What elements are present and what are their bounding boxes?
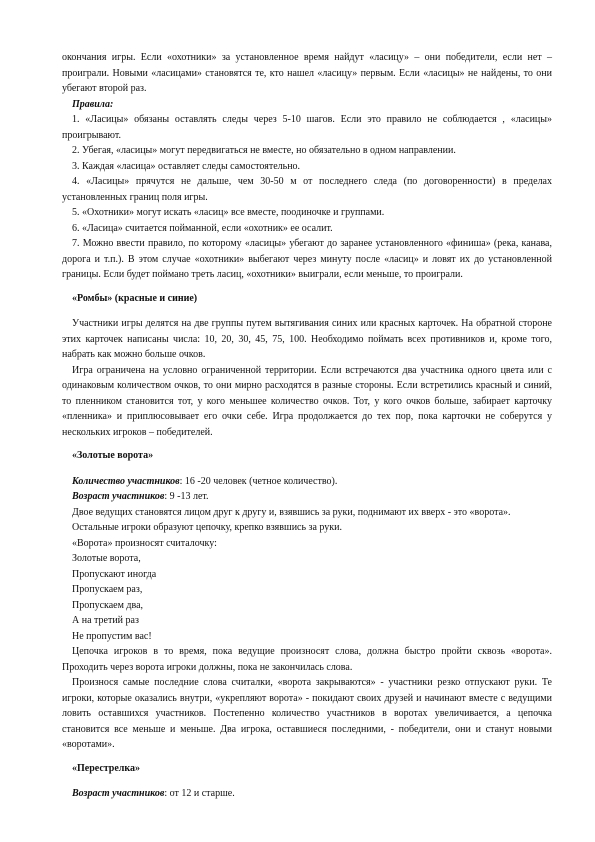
gates-paragraph-4: Цепочка игроков в то время, пока ведущие произносят слова, должна быстро пройти сквозь «ворота». Проходить через ворота игроки должны, пока не закончилась слова. [62,646,552,673]
rule-item: 1. «Ласицы» обязаны оставлять следы через 5-10 шагов. Если это правило не соблюдается , «ласицы» проигрывают. [62,114,552,141]
rule-item: 2. Убегая, «ласицы» могут передвигаться не вместе, но обязательно в одном направлении. [72,145,456,156]
heading-rombs: «Ромбы» (красные и синие) [72,292,198,304]
rules-title: Правила: [72,98,114,110]
shootout-participants-age [62,786,552,802]
gates-paragraph-1: Двое ведущих становятся лицом друг к другу и, взявшись за руки, поднимают их вверх - это «ворота». [72,506,511,518]
poem-line: Пропускаем раз, [72,584,143,595]
poem-line: Золотые ворота, [72,553,141,564]
shootout-age-label: Возраст участников [72,788,165,799]
poem-line: А на третий раз [72,615,139,626]
rombs-paragraph-2: Игра ограничена на условно ограниченной территории. Если встречаются два участника одного цвета или с одинаковым количеством очков, то они мирно расходятся в разные стороны. Если встретились красный и синий, то пленником становится тот, у кого меньшее количество очков. Тот, у кого очков больше, забирает карточку «пленника» и приплюсовывает его очки себе. Игра продолжается до тех пор, пока карточки не соберутся у нескольких игроков – победителей. [62,364,552,438]
rule-item: 5. «Охотники» могут искать «ласиц» все вместе, поодиночке и группами. [72,207,385,218]
shootout-age-value: : от 12 и старше. [164,788,235,799]
rule-item: 3. Каждая «ласица» оставляет следы самостоятельно. [72,160,301,172]
gates-participants-age [62,489,552,505]
rombs-paragraph-1: Участники игры делятся на две группы путем вытягивания синих или красных карточек. На обратной стороне этих карточек написаны числа: 10, 20, 30, 45, 75, 100. Необходимо поймать всех противников и, кроме того, набрать как можно больше очков. [62,318,552,360]
poem-line: Не пропустим вас! [72,630,152,642]
heading-shootout: «Перестрелка» [72,762,141,774]
gates-paragraph-2: Остальные игроки образуют цепочку, крепко взявшись за руки. [72,522,343,533]
rule-item: 7. Можно ввести правило, по которому «ласицы» убегают до заранее установленного «финиша» (река, канава, дорога и т.п.). В этом случае «охотники» выбегают через минуту после «ласиц» и ловят их до установленной границы. Если будет поймано треть ласиц, «охотники» выиграли, если меньше, то проиграли. [62,238,552,280]
participants-value: : 16 -20 человек (четное количество). [179,475,338,487]
rule-item: 6. «Ласица» считается пойманной, если «охотник» ее осалит. [72,222,333,234]
rule-item: 4. «Ласицы» прячутся не дальше, чем 30-50 м от последнего следа (по договоренности) в пределах установленных границ поля игры. [62,176,552,203]
gates-paragraph-3: «Ворота» произносят считалочку: [72,537,217,549]
poem-line: Пропускают иногда [72,568,157,580]
age-label: Возраст участников [72,491,165,502]
participants-label: Количество участников [72,475,180,487]
heading-golden-gates: «Золотые ворота» [72,450,154,461]
document-page [62,50,552,802]
gates-participants-count [62,474,552,490]
intro-paragraph: окончания игры. Если «охотники» за установленное время найдут «ласицу» – они победители, если нет – проиграли. Новыми «ласицами» становятся те, кто нашел «ласицу» первым. Если «ласицы» не найдены, то они убегают второй раз. [62,52,552,94]
age-value: : 9 -13 лет. [164,491,209,502]
gates-paragraph-5: Произнося самые последние слова считалки, «ворота закрываются» - участники резко отпускают руки. Те игроки, которые оказались внутри, «укрепляют ворота» - покидают своих друзей и начинают вместе с ведущими ловить оставшихся участников. Постепенно количество участников в воротах увеличивается, а цепочка становится все меньше и меньше. Два игрока, оставшиеся последними, - победители, они и станут новыми «воротами». [62,677,552,750]
poem-line: Пропускаем два, [72,599,144,611]
